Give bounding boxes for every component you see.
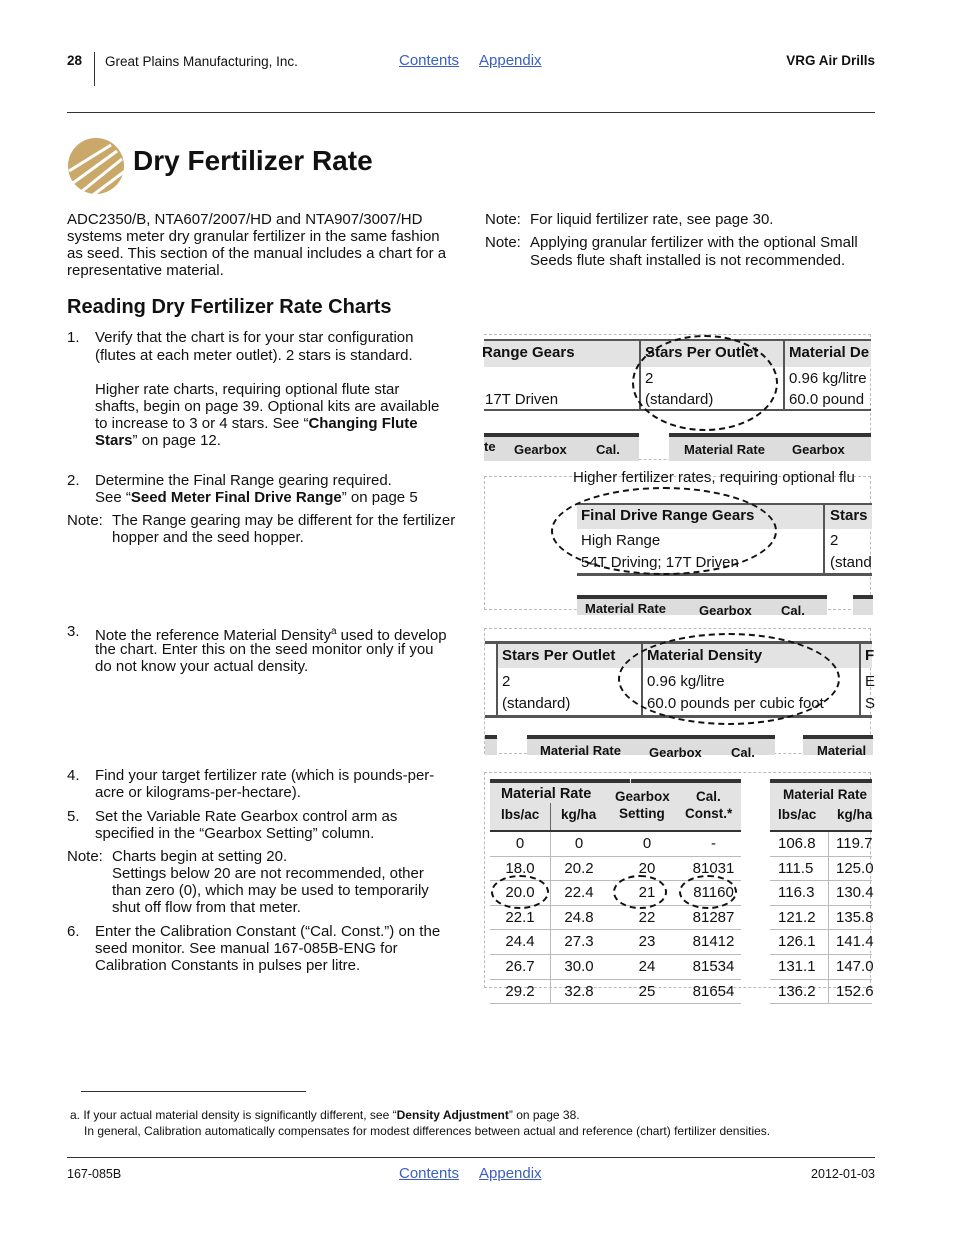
product-name: VRG Air Drills [786, 53, 875, 68]
table-row [490, 832, 741, 857]
table-cell: 26.7 [505, 957, 535, 975]
rate-table-right [770, 832, 872, 1004]
table-cell: 22 [638, 908, 656, 926]
col-stars-per-outlet-2: Stars Per Outlet [502, 647, 616, 664]
table-cell: 81534 [692, 957, 735, 975]
step-3: 3. Note the reference Material Density$^a$ used to develop the chart. Enter this on the seed monitor only if you do not know your actual density. [67, 623, 447, 675]
chart-crop-final-drive: Higher fertilizer rates, requiring optional flu Final Drive Range Gears Stars High Range 54T Driving; 17T Driven 2 (stand Material Rate Gearbox Cal. [484, 476, 871, 610]
step-4: 4. Find your target fertilizer rate (which is pounds-per- acre or kilograms-per-hectare). [67, 767, 435, 801]
table-cell: 22.1 [505, 908, 535, 926]
table-cell: 152.6 [836, 982, 874, 1000]
table-cell: 24.4 [505, 933, 535, 951]
col-stars: Stars [830, 507, 868, 524]
footnote: a. If your actual material density is significantly different, see “Density Adjustment” on page 38. In general, Calibration automatically compensates for modest differences between actual and reference (chart) fertilizer densities. [70, 1108, 771, 1138]
table-cell: 81031 [692, 859, 735, 877]
table-cell: 135.8 [836, 908, 874, 926]
header-rule [67, 112, 875, 113]
note-small-seeds: Note: Applying granular fertilizer with the optional Small Seeds flute shaft installed is not recommended. [485, 234, 858, 269]
table-cell: 27.3 [564, 933, 594, 951]
table-cell: 111.5 [778, 859, 814, 877]
table-cell: 81287 [692, 908, 735, 926]
highlight-stars-ellipse [632, 335, 778, 431]
table-cell: - [711, 835, 716, 852]
footer-rule [67, 1157, 875, 1158]
step-1: 1. Verify that the chart is for your star configuration (flutes at each meter outlet). 2 stars is standard. Higher rate charts, requiring optional flute star shafts, begin on page 39. Optional kits are available to increase to 3 or 4 stars. See “Changing Flute Stars” on page 12. [67, 329, 440, 449]
page-number: 28 [67, 53, 83, 68]
table-cell: 126.1 [778, 933, 816, 951]
footnote-rule [81, 1091, 306, 1092]
col-range-gears: Range Gears [482, 344, 575, 361]
footer-contents-link[interactable]: Contents [399, 1165, 460, 1182]
table-cell: 23 [638, 933, 656, 951]
table-row [490, 980, 741, 1005]
table-cell: 116.3 [778, 884, 815, 902]
table-cell: 32.8 [564, 982, 594, 1000]
table-cell: 81654 [692, 982, 735, 1000]
rate-header: Material Rate [501, 786, 592, 802]
table-cell: 130.4 [836, 884, 874, 902]
chart-crop-density: Stars Per Outlet Material Density F 2 (standard) 0.96 kg/litre 60.0 pounds per cubic foot E S Material Rate Gearbox Cal. Material [484, 628, 871, 754]
highlight-density-ellipse [618, 633, 840, 725]
footer-date: 2012-01-03 [811, 1167, 875, 1181]
table-cell: 0 [515, 835, 525, 852]
table-cell: 81412 [692, 933, 735, 951]
table-cell: 141.4 [836, 933, 874, 951]
table-cell: 119.7 [836, 835, 873, 852]
doc-number: 167-085B [67, 1167, 122, 1181]
table-cell: 20.2 [564, 859, 594, 877]
table-cell: 131.1 [778, 957, 816, 975]
table-row [770, 881, 872, 906]
highlight-gearbox-ellipse [613, 875, 667, 909]
header-divider [94, 52, 95, 86]
great-plains-logo-icon [67, 137, 125, 195]
footer-appendix-link[interactable]: Appendix [479, 1165, 542, 1182]
table-row [770, 955, 872, 980]
col-material-density: Material De [789, 344, 870, 361]
table-cell: 22.4 [564, 884, 594, 902]
table-cell: 20.0 [505, 884, 535, 902]
highlight-cal-ellipse [679, 875, 737, 909]
table-cell: 21 [638, 884, 656, 902]
table-row [490, 955, 741, 980]
table-row [490, 906, 741, 931]
highlight-range-ellipse [551, 487, 777, 575]
chart-crop-rate-table: Material Rate lbs/ac kg/ha Gearbox Setting Cal. Const.* 0 0 0 - 18.0 20.2 20 81031 20.0 22.4 21 81160 22.1 24.8 22 81287 24.4 27.3 23 81412 26.7 30.0 24 81534 29.2 32.8 25 81654 Material Rate lbs/ac kg/ha 106.8 119.7 111.5 125.0 116.3 130.4 121.2 135.8 126.1 141.4 131.1 147.0 136.2 152.6 [484, 772, 871, 988]
table-cell: 30.0 [564, 957, 594, 975]
table-cell: 20 [638, 859, 656, 877]
chart-crop-stars: Range Gears Stars Per Outlet Material De 17T Driven 2 (standard) 0.96 kg/litre 60.0 pound te Gearbox Cal. Material Rate Gearbox [484, 334, 871, 460]
table-cell: 0 [642, 835, 652, 852]
table-cell: 81160 [693, 884, 734, 902]
intro-paragraph: ADC2350/B, NTA607/2007/HD and NTA907/3007/HD systems meter dry granular fertilizer in the same fashion as seed. This section of the manual includes a chart for a representative material. [67, 211, 447, 279]
table-cell: 147.0 [836, 957, 874, 975]
step-2: 2. Determine the Final Range gearing required. See “Seed Meter Final Drive Range” on page 5 [67, 472, 418, 506]
table-cell: 29.2 [505, 982, 535, 1000]
note-charts-begin: Note: Charts begin at setting 20. Settings below 20 are not recommended, other than zero (0), which may be used to temporarily shut off flow from that meter. [67, 848, 429, 916]
table-cell: 18.0 [505, 859, 535, 877]
step-6: 6. Enter the Calibration Constant (“Cal. Const.”) on the seed monitor. See manual 167-085B-ENG for Calibration Constants in pulses per litre. [67, 923, 441, 974]
col-material-density-2: Material Density [647, 647, 763, 664]
table-row [770, 857, 872, 882]
page-title: Dry Fertilizer Rate [133, 145, 373, 176]
section-heading: Reading Dry Fertilizer Rate Charts [67, 296, 392, 318]
note-range-gearing: Note: The Range gearing may be different for the fertilizer hopper and the seed hopper. [67, 512, 456, 546]
table-row [770, 832, 872, 857]
col-final-drive-range: Final Drive Range Gears [581, 507, 755, 524]
table-cell: 106.8 [778, 835, 816, 852]
step-5: 5. Set the Variable Rate Gearbox control arm as specified in the “Gearbox Setting” column. [67, 808, 398, 842]
table-cell: 25 [638, 982, 656, 1000]
table-cell: 136.2 [778, 982, 816, 1000]
table-row [770, 980, 872, 1005]
contents-link[interactable]: Contents [399, 52, 460, 69]
table-cell: 125.0 [836, 859, 874, 877]
appendix-link[interactable]: Appendix [479, 52, 542, 69]
table-cell: 121.2 [778, 908, 816, 926]
rate-table-left [490, 832, 741, 1004]
table-cell: 0 [574, 835, 584, 852]
table-row [770, 930, 872, 955]
company-name: Great Plains Manufacturing, Inc. [105, 54, 298, 69]
table-cell: 24 [638, 957, 656, 975]
col-stars-per-outlet: Stars Per Outlet [645, 344, 759, 361]
table-row [490, 930, 741, 955]
table-row [770, 906, 872, 931]
highlight-rate-ellipse [491, 875, 549, 909]
table-cell: 24.8 [564, 908, 594, 926]
